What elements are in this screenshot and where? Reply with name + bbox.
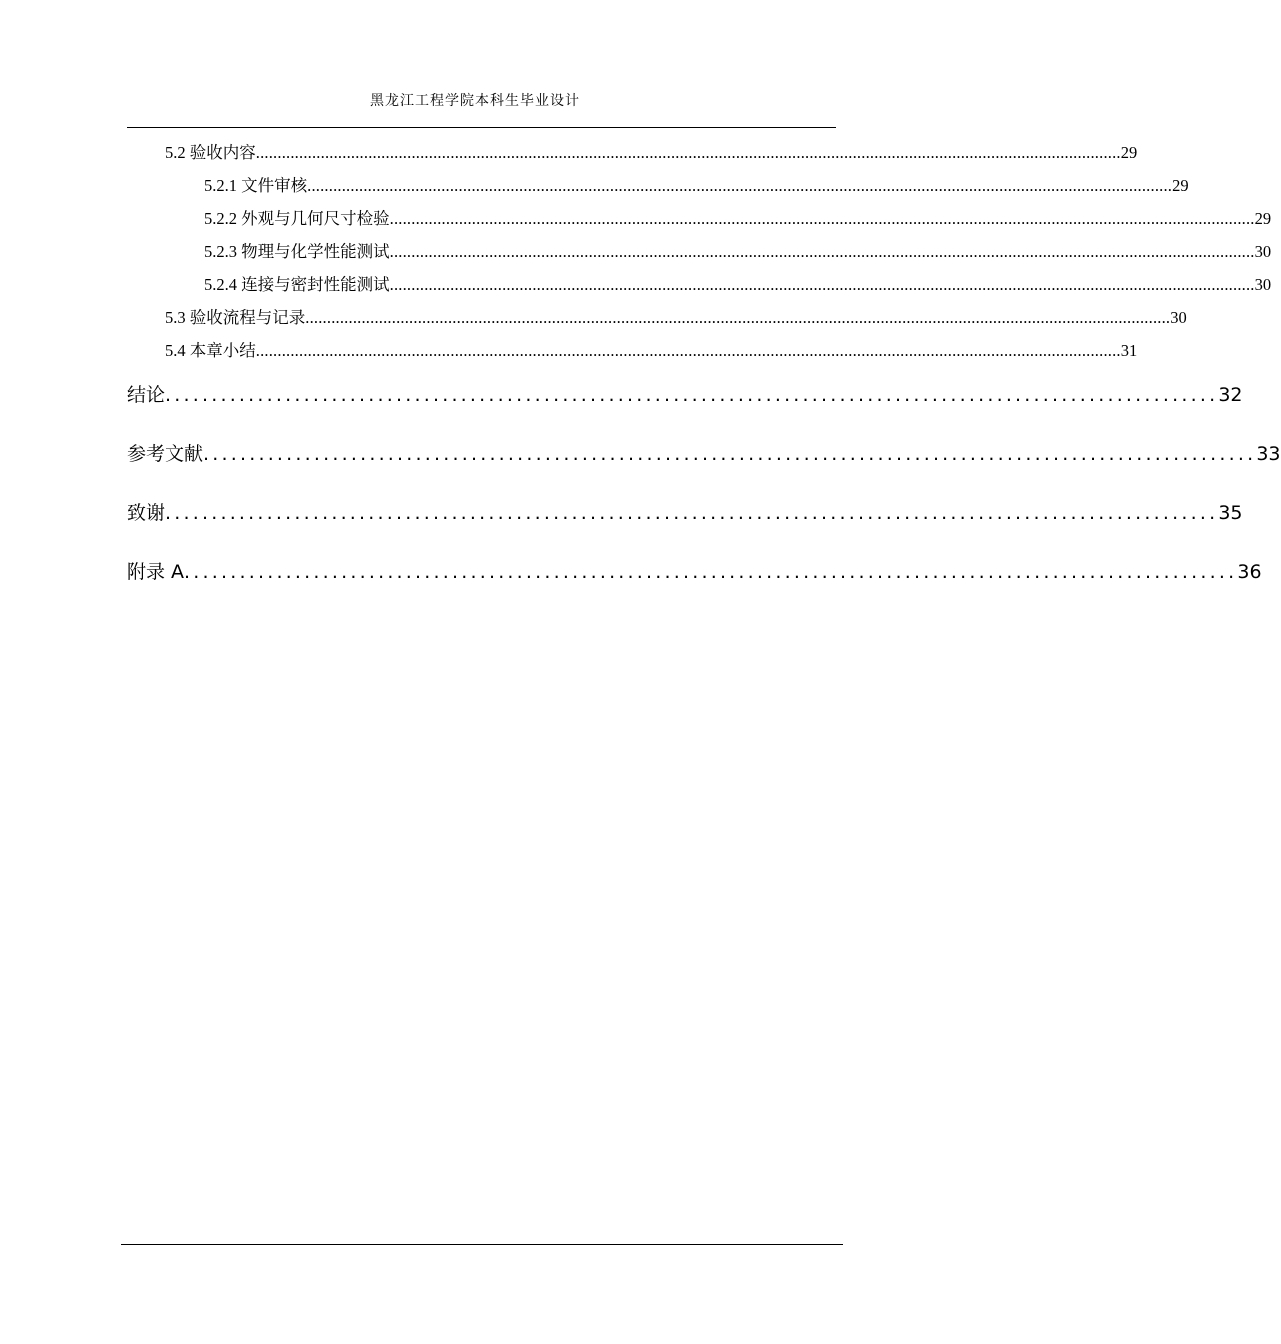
toc-entry-page: 29 bbox=[1254, 209, 1272, 228]
toc-entry-page: 30 bbox=[1254, 275, 1272, 294]
toc-leader-dots: ........................................................................................................................................................................................................ bbox=[389, 275, 1255, 294]
toc-leader-dots: .................................................................................................................. bbox=[203, 443, 1257, 465]
footer-divider bbox=[121, 1244, 843, 1245]
toc-entry-page: 31 bbox=[1120, 341, 1138, 360]
toc-leader-dots: ........................................................................................................................................................................................................ bbox=[305, 308, 1171, 327]
toc-entry-page: 35 bbox=[1218, 502, 1243, 524]
toc-leader-dots: .................................................................................................................. bbox=[184, 561, 1238, 583]
toc-entry-5-2-3[interactable] bbox=[204, 238, 1272, 261]
toc-entry-page: 36 bbox=[1237, 561, 1262, 583]
toc-entry-label: 5.2.2 外观与几何尺寸检验 bbox=[204, 209, 390, 228]
toc-entry-label: 5.4 本章小结 bbox=[165, 341, 256, 360]
toc-entry-label: 5.2.4 连接与密封性能测试 bbox=[204, 275, 390, 294]
toc-entry-conclusion[interactable] bbox=[127, 380, 1243, 408]
toc-entry-page: 30 bbox=[1170, 308, 1187, 327]
toc-leader-dots: ........................................................................................................................................................................................................ bbox=[389, 209, 1255, 228]
toc-entry-page: 30 bbox=[1254, 242, 1272, 261]
toc-leader-dots: ........................................................................................................................................................................................................ bbox=[255, 341, 1121, 360]
toc-entry-5-2-4[interactable] bbox=[204, 271, 1272, 294]
toc-entry-page: 33 bbox=[1256, 443, 1281, 465]
toc-entry-label: 附录 A bbox=[127, 561, 185, 583]
toc-entry-label: 结论 bbox=[127, 384, 166, 406]
toc-entry-label: 5.2 验收内容 bbox=[165, 143, 256, 162]
toc-leader-dots: .................................................................................................................. bbox=[165, 502, 1219, 524]
toc-entry-appendix-a[interactable] bbox=[127, 557, 1262, 585]
toc-entry-label: 5.2.3 物理与化学性能测试 bbox=[204, 242, 390, 261]
toc-entry-5-4[interactable] bbox=[165, 337, 1138, 360]
toc-leader-dots: ........................................................................................................................................................................................................ bbox=[307, 176, 1173, 195]
toc-entry-label: 5.3 验收流程与记录 bbox=[165, 308, 306, 327]
toc-entry-5-2-2[interactable] bbox=[204, 205, 1272, 228]
toc-entry-acknowledgements[interactable] bbox=[127, 498, 1243, 526]
toc-entry-page: 29 bbox=[1120, 143, 1138, 162]
toc-entry-page: 29 bbox=[1172, 176, 1189, 195]
toc-entry-5-2[interactable] bbox=[165, 139, 1138, 162]
toc-entry-references[interactable] bbox=[127, 439, 1281, 467]
toc-entry-5-2-1[interactable] bbox=[204, 172, 1189, 195]
toc-entry-label: 5.2.1 文件审核 bbox=[204, 176, 308, 195]
page-header-title: 黑龙江工程学院本科生毕业设计 bbox=[370, 93, 580, 109]
header-divider bbox=[127, 127, 836, 128]
toc-leader-dots: ........................................................................................................................................................................................................ bbox=[389, 242, 1255, 261]
toc-entry-label: 参考文献 bbox=[127, 443, 204, 465]
toc-leader-dots: .................................................................................................................. bbox=[165, 384, 1219, 406]
toc-entry-page: 32 bbox=[1218, 384, 1243, 406]
toc-entry-label: 致谢 bbox=[127, 502, 166, 524]
toc-leader-dots: ........................................................................................................................................................................................................ bbox=[255, 143, 1121, 162]
toc-entry-5-3[interactable] bbox=[165, 304, 1187, 327]
